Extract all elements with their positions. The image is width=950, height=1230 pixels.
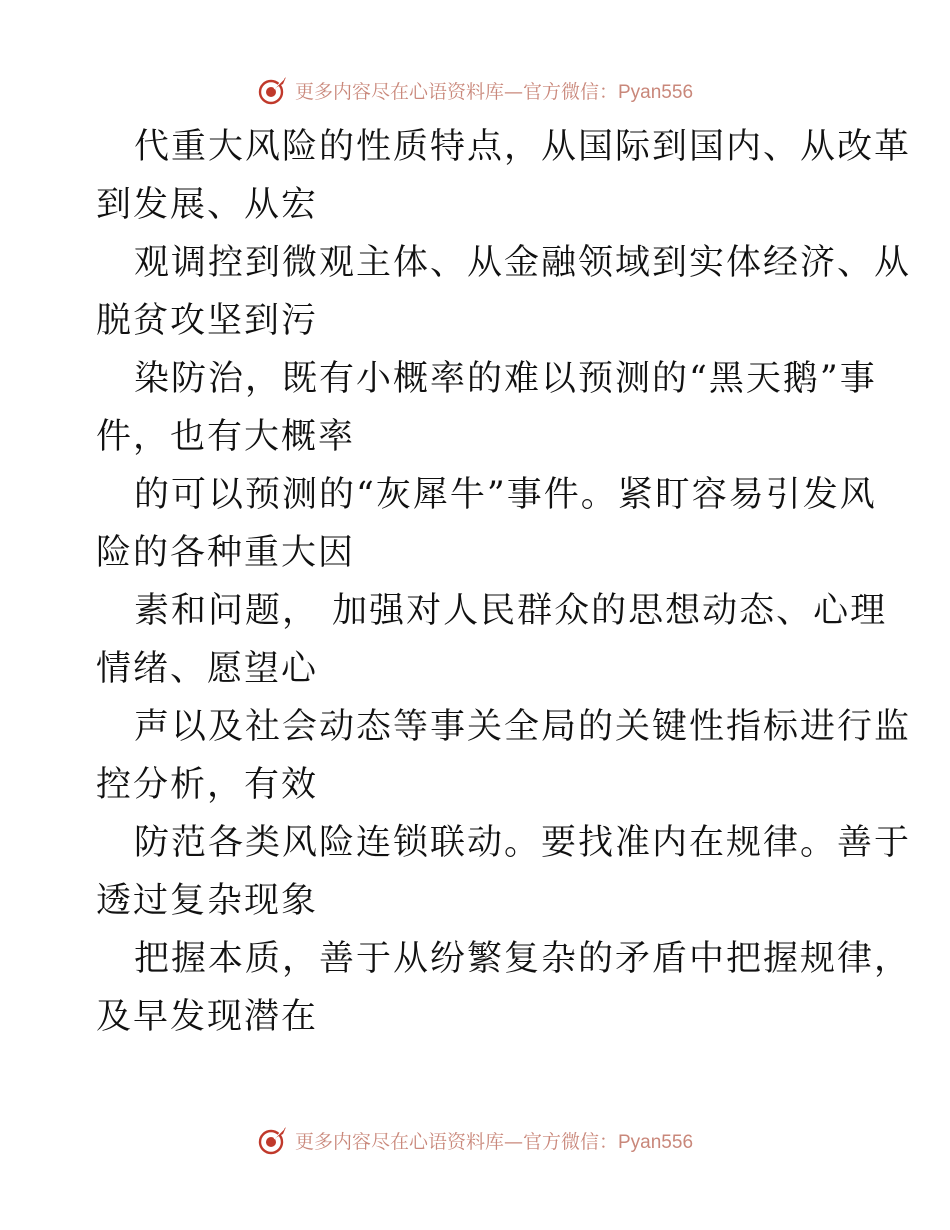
- paragraph: [96, 930, 912, 1046]
- paragraph: [96, 814, 912, 930]
- paragraph-line: 及早发现潜在: [96, 997, 319, 1037]
- footer-banner: [0, 1120, 950, 1160]
- paragraph-line: 险的各种重大因: [96, 533, 356, 573]
- footer-banner-wechat: Pyan556: [618, 1131, 694, 1153]
- paragraph: [96, 350, 877, 466]
- paragraph-line: 控分析，有效: [96, 765, 319, 805]
- header-banner-cn: 更多内容尽在心语资料库—官方微信：: [294, 80, 618, 103]
- paragraph-line: 脱贫攻坚到污: [96, 301, 319, 341]
- header-banner: [0, 70, 950, 110]
- document-body: [96, 118, 912, 1046]
- paragraph: [96, 118, 912, 234]
- paragraph-line: 声以及社会动态等事关全局的关键性指标进行监: [134, 707, 912, 747]
- paragraph-line: 到发展、从宏: [96, 185, 319, 225]
- paragraph: [96, 582, 888, 698]
- paragraph-line: 素和问题， 加强对人民群众的思想动态、心理: [134, 591, 888, 631]
- paragraph-line: 件，也有大概率: [96, 417, 356, 457]
- quill-logo-icon: [257, 74, 289, 106]
- quill-logo-icon: [257, 1124, 289, 1156]
- paragraph-line: 防范各类风险连锁联动。要找准内在规律。善于: [134, 823, 912, 863]
- paragraph-line: 把握本质，善于从纷繁复杂的矛盾中把握规律，: [134, 939, 912, 979]
- paragraph: [96, 466, 877, 582]
- paragraph-line: 代重大风险的性质特点，从国际到国内、从改革: [134, 127, 912, 167]
- header-banner-text: [295, 77, 693, 104]
- paragraph-line: 的可以预测的“灰犀牛”事件。紧盯容易引发风: [134, 475, 877, 515]
- footer-banner-cn: 更多内容尽在心语资料库—官方微信：: [294, 1130, 618, 1153]
- paragraph: [96, 698, 912, 814]
- paragraph-line: 染防治，既有小概率的难以预测的“黑天鹅”事: [134, 359, 877, 399]
- footer-banner-text: [295, 1127, 693, 1154]
- paragraph: [96, 234, 912, 350]
- paragraph-line: 情绪、愿望心: [96, 649, 319, 689]
- paragraph-line: 观调控到微观主体、从金融领域到实体经济、从: [134, 243, 912, 283]
- header-banner-wechat: Pyan556: [618, 81, 694, 103]
- paragraph-line: 透过复杂现象: [96, 881, 319, 921]
